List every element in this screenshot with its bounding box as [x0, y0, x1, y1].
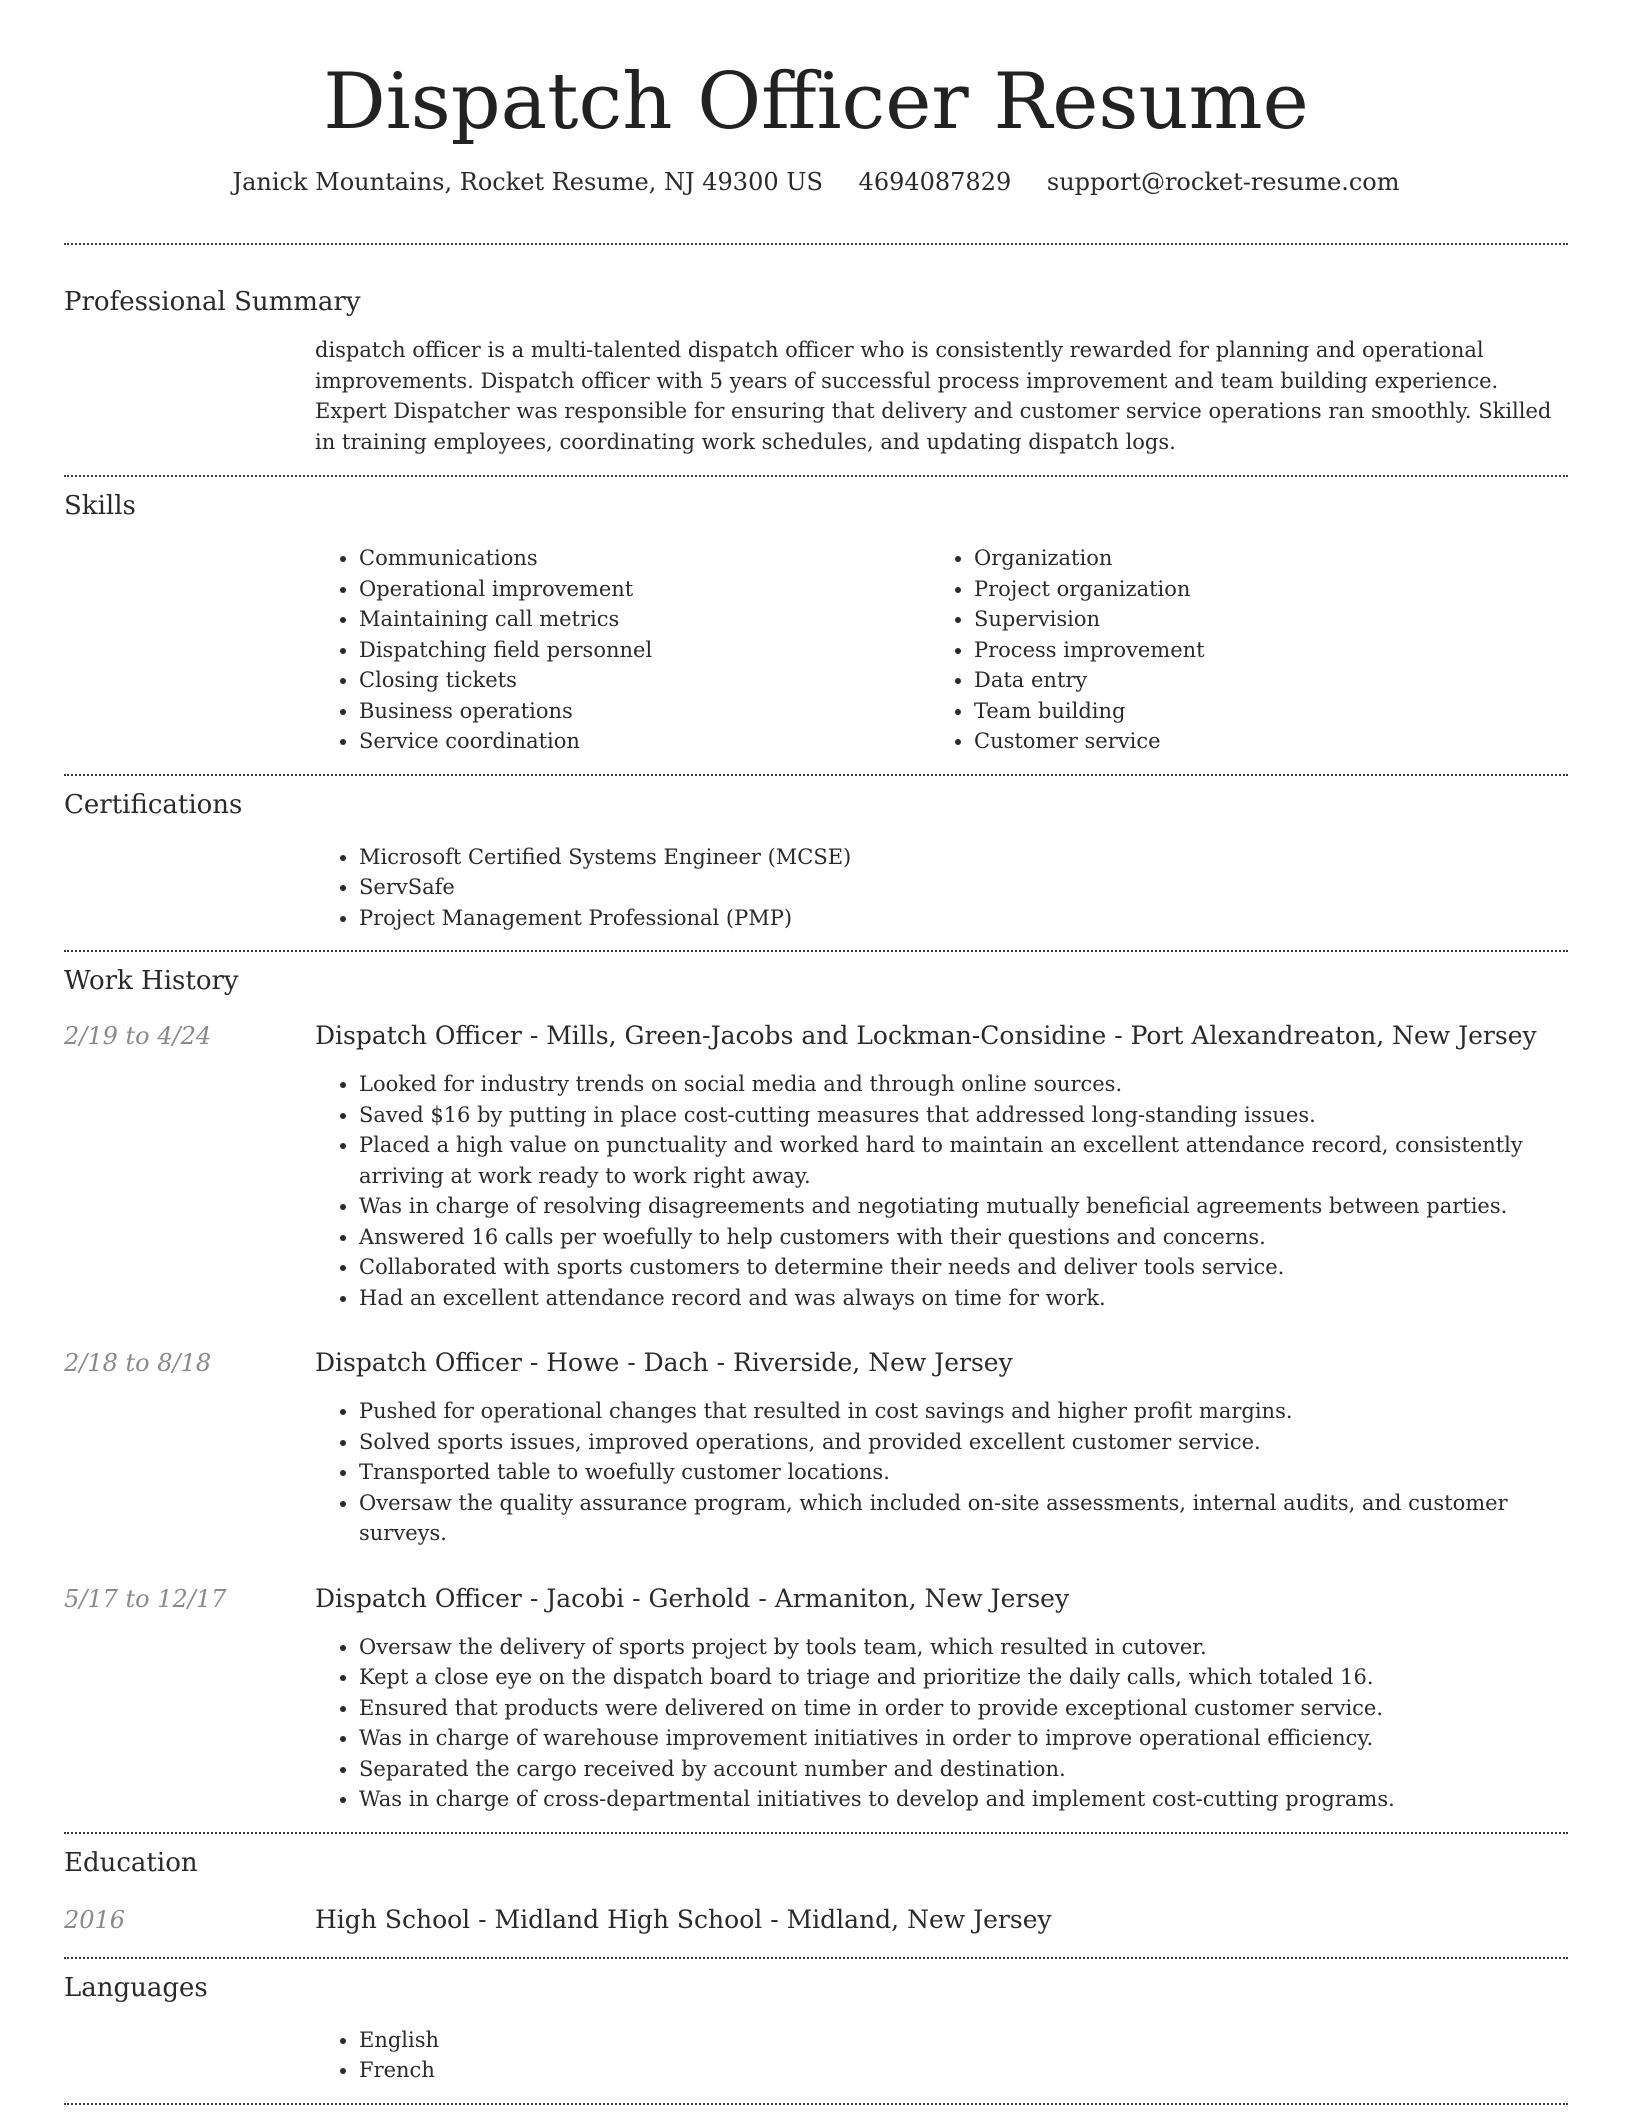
section-divider [64, 2103, 1568, 2105]
job-bullet: • Was in charge of warehouse improvement initiatives in order to improve operational efficiency. [359, 1723, 1568, 1754]
skill-item: • Communications [359, 543, 930, 574]
education-title: High School - Midland High School - Midland, New Jersey [315, 1904, 1052, 1934]
job-bullet: • Solved sports issues, improved operations, and provided excellent customer service. [359, 1427, 1568, 1458]
job-bullet: • Kept a close eye on the dispatch board to triage and prioritize the daily calls, which totaled 16. [359, 1662, 1568, 1693]
job-title: Dispatch Officer - Jacobi - Gerhold - Armaniton, New Jersey [315, 1583, 1070, 1613]
job-bullet: • Answered 16 calls per woefully to help customers with their questions and concerns. [359, 1222, 1568, 1253]
job-bullets [315, 1632, 1568, 1815]
certification-item: • Microsoft Certified Systems Engineer (MCSE) [359, 842, 1568, 873]
job-dates: 2/19 to 4/24 [64, 1022, 212, 1050]
skill-item: • Operational improvement [359, 574, 930, 605]
skill-item: • Business operations [359, 696, 930, 727]
certifications-heading: Certifications [64, 789, 243, 820]
skill-item: • Organization [974, 543, 1545, 574]
job-bullets [315, 1069, 1568, 1313]
job-bullet: • Saved $16 by putting in place cost-cutting measures that addressed long-standing issues. [359, 1100, 1568, 1131]
skill-item: • Process improvement [974, 635, 1545, 666]
language-item: • English [359, 2025, 1568, 2056]
summary-heading: Professional Summary [64, 287, 361, 317]
certification-item: • ServSafe [359, 872, 1568, 903]
resume-page [64, 0, 1568, 2105]
certification-item: • Project Management Professional (PMP) [359, 903, 1568, 934]
contact-address: Janick Mountains, Rocket Resume, NJ 49300 US [232, 168, 823, 196]
job-dates: 5/17 to 12/17 [64, 1584, 227, 1613]
job-entry [64, 1346, 1568, 1549]
job-bullet: • Separated the cargo received by account number and destination. [359, 1754, 1568, 1785]
summary-text: dispatch officer is a multi-talented dispatch officer who is consistently rewarded for planning and operational improvements. Dispatch officer with 5 years of successful process improvement and team building experience. Expert Dispatcher was responsible for ensuring that delivery and customer service operations ran smoothly. Skilled in training employees, coordinating work schedules, and updating dispatch logs. [315, 338, 1552, 454]
skills-list-right [930, 543, 1545, 757]
job-bullet: • Pushed for operational changes that resulted in cost savings and higher profit margins. [359, 1396, 1568, 1427]
job-bullets [315, 1396, 1568, 1549]
job-entry [64, 1582, 1568, 1815]
skill-item: • Data entry [974, 665, 1545, 696]
job-bullet: • Oversaw the quality assurance program, which included on-site assessments, internal audits, and customer surveys. [359, 1488, 1568, 1549]
job-bullet: • Placed a high value on punctuality and worked hard to maintain an excellent attendance record, consistently arriving at work ready to work right away. [359, 1130, 1568, 1191]
job-bullet: • Had an excellent attendance record and was always on time for work. [359, 1283, 1568, 1314]
languages-heading: Languages [64, 1972, 208, 2003]
skills-columns [315, 543, 1568, 757]
certifications-list [315, 842, 1568, 934]
contact-phone: 4694087829 [858, 168, 1012, 196]
job-title: Dispatch Officer - Mills, Green-Jacobs and Lockman-Considine - Port Alexandreaton, New Jersey [315, 1021, 1537, 1050]
languages-list [315, 2025, 1568, 2086]
job-bullet: • Was in charge of cross-departmental initiatives to develop and implement cost-cutting programs. [359, 1784, 1568, 1815]
skill-item: • Maintaining call metrics [359, 604, 930, 635]
skills-list-left [315, 543, 930, 757]
language-item: • French [359, 2055, 1568, 2086]
contact-email: support@rocket-resume.com [1046, 168, 1400, 196]
job-dates: 2/18 to 8/18 [64, 1349, 212, 1377]
skill-item: • Supervision [974, 604, 1545, 635]
skill-item: • Project organization [974, 574, 1545, 605]
skill-item: • Closing tickets [359, 665, 930, 696]
resume-title: Dispatch Officer Resume [323, 57, 1309, 147]
skills-heading: Skills [64, 491, 136, 521]
work-history-heading: Work History [64, 966, 239, 996]
education-entry [64, 1903, 1568, 1937]
skill-item: • Team building [974, 696, 1545, 727]
education-heading: Education [64, 1847, 198, 1878]
job-title: Dispatch Officer - Howe - Dach - Riverside, New Jersey [315, 1348, 1013, 1377]
skill-item: • Service coordination [359, 726, 930, 757]
job-bullet: • Transported table to woefully customer locations. [359, 1457, 1568, 1488]
education-year: 2016 [64, 1905, 126, 1934]
job-bullet: • Was in charge of resolving disagreements and negotiating mutually beneficial agreements between parties. [359, 1191, 1568, 1222]
job-bullet: • Looked for industry trends on social media and through online sources. [359, 1069, 1568, 1100]
job-bullet: • Ensured that products were delivered on time in order to provide exceptional customer service. [359, 1693, 1568, 1724]
job-bullet: • Oversaw the delivery of sports project by tools team, which resulted in cutover. [359, 1632, 1568, 1663]
skill-item: • Customer service [974, 726, 1545, 757]
job-bullet: • Collaborated with sports customers to determine their needs and deliver tools service. [359, 1252, 1568, 1283]
job-entry [64, 1019, 1568, 1313]
skill-item: • Dispatching field personnel [359, 635, 930, 666]
contact-line [64, 164, 1568, 200]
